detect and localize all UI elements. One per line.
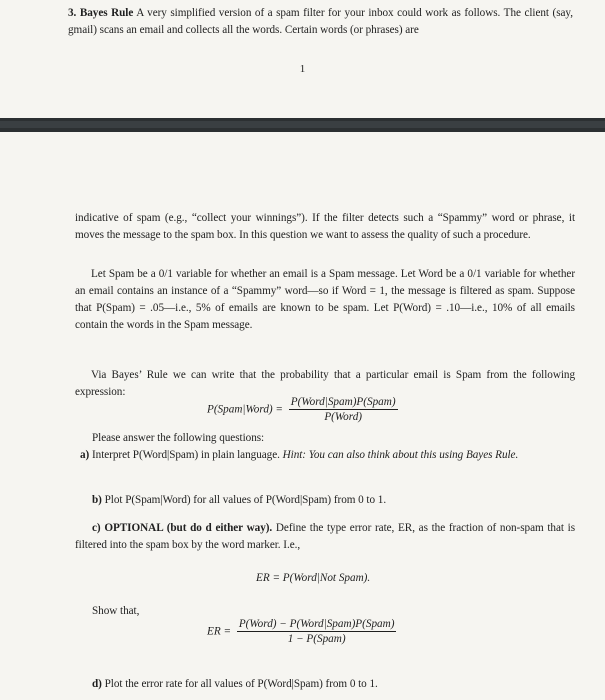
paragraph-indicative: indicative of spam (e.g., “collect your winnings”). If the filter detects such a “Spammy” word or phrase, it moves the message to the spam box. In this question we want to assess the quality of such a procedure. (75, 212, 575, 241)
show-that-label: Show that, (92, 605, 140, 617)
question-a (80, 447, 575, 464)
questions-prompt: Please answer the following questions: (92, 432, 265, 444)
question-b-label: b) (92, 494, 102, 506)
paragraph-bayes-intro: Via Bayes’ Rule we can write that the probability that a particular email is Spam from the following expression: (75, 369, 575, 398)
er-definition: ER = P(Word|Not Spam). (256, 572, 371, 584)
bayes-formula-fraction (289, 396, 398, 423)
paragraph-variables: Let Spam be a 0/1 variable for whether an email is a Spam message. Let Word be a 0/1 variable for whether an email contains an instance of a “Spammy” word—so if Word = 1, the message is filtered as spam. Suppose that P(Spam) = .05—i.e., 5% of emails are known to be spam. Let P(Word) = .10—i.e., 10% of all emails contain the words in the Spam message. (75, 268, 575, 331)
question-c-label: c) (92, 522, 101, 534)
question-c-text: Define the type error rate, ER, as the fraction of non-spam that is filtered into the spam box by the word marker. I.e., (75, 522, 576, 551)
intro-text-line1: A very simplified version of a spam filter for your inbox could work as follows. (136, 7, 501, 19)
question-heading: 3. Bayes Rule (68, 7, 134, 19)
question-d-label: d) (92, 678, 102, 690)
bayes-formula-denominator: P(Word) (324, 411, 363, 423)
bayes-formula-numerator: P(Word|Spam)P(Spam) (290, 396, 396, 408)
bayes-formula (207, 396, 398, 423)
question-a-hint: You can also think about this using Bayes Rule. (308, 449, 519, 461)
question-b (92, 492, 572, 509)
page-number: 1 (299, 63, 306, 75)
er-formula-numerator: P(Word) − P(Word|Spam)P(Spam) (238, 618, 395, 630)
question-a-text: Interpret P(Word|Spam) in plain language. (91, 449, 280, 461)
question-a-label: a) (80, 449, 90, 461)
question-intro (68, 5, 573, 39)
page-break-bar (0, 118, 605, 132)
question-c-optional: OPTIONAL (but do d either way). (104, 522, 273, 534)
question-c (75, 520, 575, 554)
question-b-text: Plot P(Spam|Word) for all values of P(Word|Spam) from 0 to 1. (104, 494, 387, 506)
question-d (92, 676, 572, 693)
er-formula (207, 618, 396, 645)
er-formula-lhs: ER = (207, 625, 232, 638)
intro-text-line2: The client (say, gmail) scans an email and collects all the words. Certain words (or phrases) are (68, 7, 573, 36)
bayes-formula-lhs: P(Spam|Word) = (207, 403, 283, 416)
page-break-inner (0, 121, 605, 128)
question-d-text: Plot the error rate for all values of P(Word|Spam) from 0 to 1. (104, 678, 378, 690)
er-formula-fraction (237, 618, 397, 645)
question-a-hint-label: Hint: (282, 449, 306, 461)
er-formula-denominator: 1 − P(Spam) (287, 633, 346, 645)
